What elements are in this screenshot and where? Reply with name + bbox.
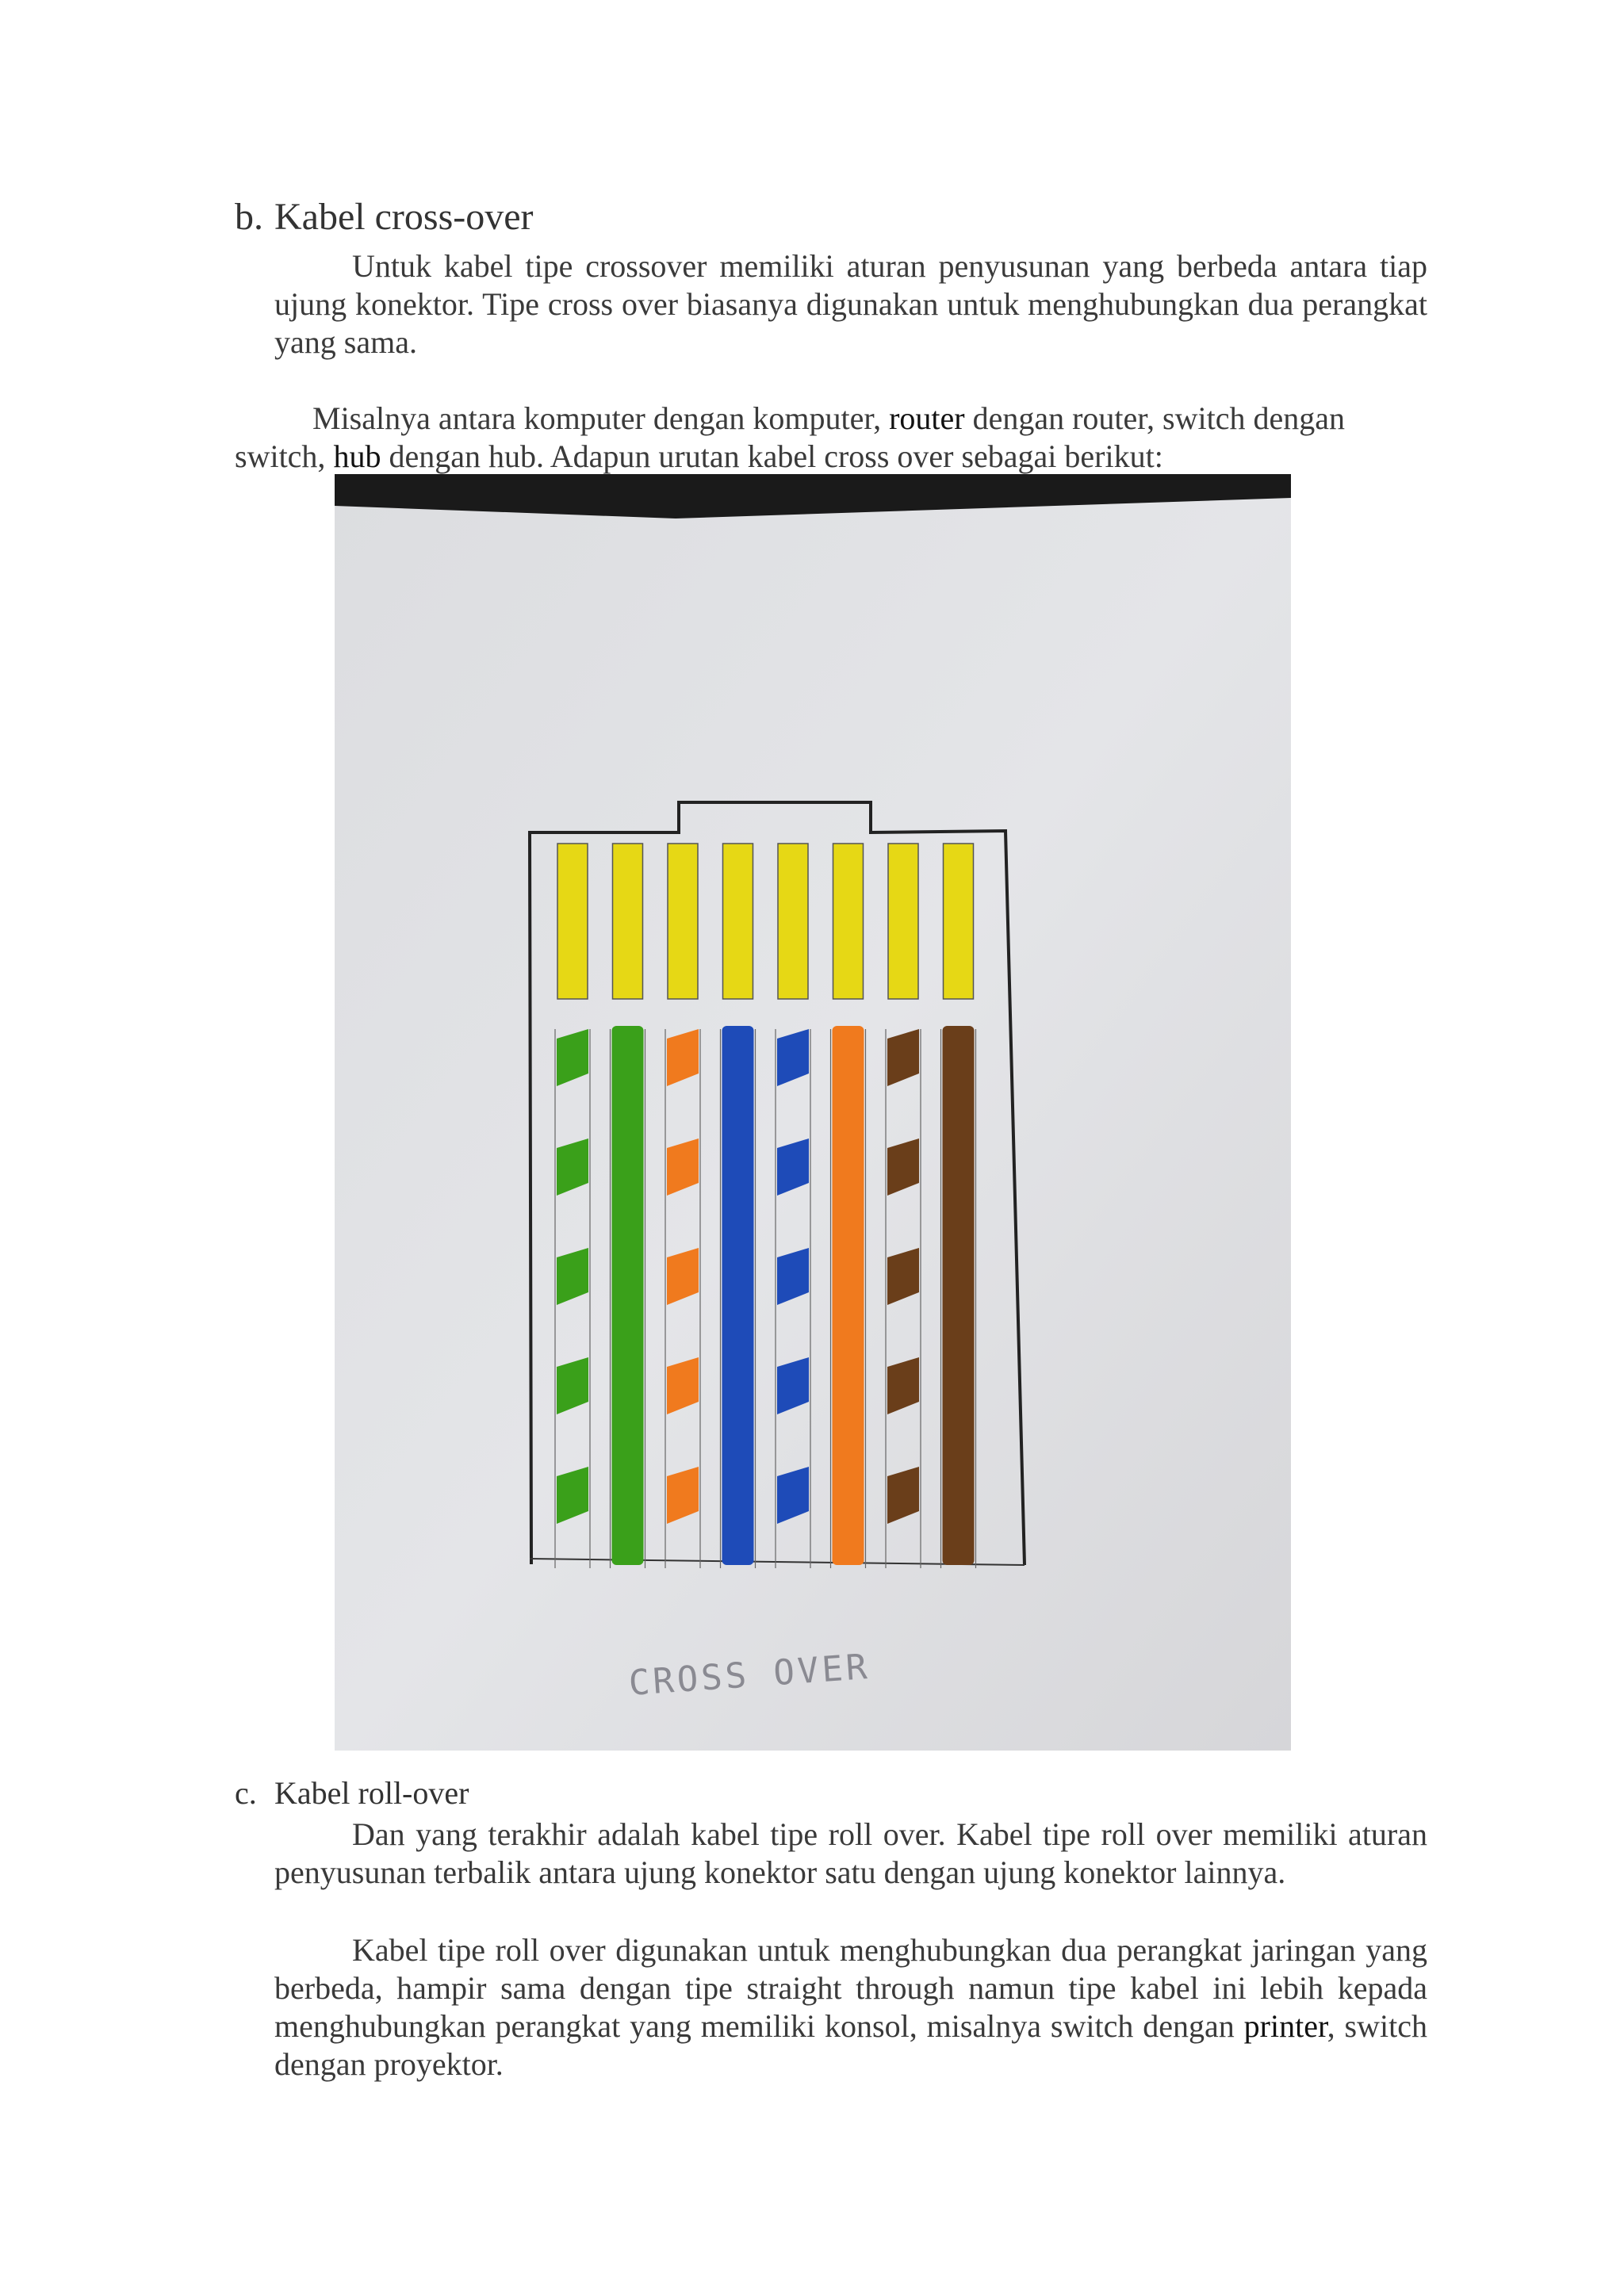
wire-2-solid xyxy=(612,1026,644,1565)
para2-text-2: dengan router, switch dengan switch, xyxy=(235,400,1345,474)
pin-8 xyxy=(944,844,974,999)
pin-7 xyxy=(888,844,918,999)
section-b-heading xyxy=(235,195,534,239)
pin-6 xyxy=(833,844,864,999)
para2-text-1: Misalnya antara komputer dengan komputer, xyxy=(312,400,890,436)
wire-4-solid xyxy=(722,1026,754,1565)
wire-8-solid xyxy=(943,1026,975,1565)
section-c-paragraph-1: Dan yang terakhir adalah kabel tipe roll over. Kabel tipe roll over memiliki aturan penyusunan terbalik antara ujung konektor satu dengan ujung konektor lainnya. xyxy=(274,1816,1427,1890)
router-link[interactable]: router xyxy=(889,400,965,436)
section-c-number: c. xyxy=(235,1775,257,1811)
pin-5 xyxy=(778,844,808,999)
section-b-number: b. xyxy=(235,196,263,238)
hub-link[interactable]: hub xyxy=(333,438,381,474)
printer-link[interactable]: printer xyxy=(1243,2008,1327,2044)
c-para2-text-1: Kabel tipe roll over digunakan untuk menghubungkan dua perangkat jaringan yang berbeda, hampir sama dengan tipe straight through namun tipe kabel ini lebih kepada menghubungkan perangkat yang memiliki konsol, misalnya switch dengan xyxy=(274,1932,1427,2044)
c-para2-text-2: , switch dengan proyektor. xyxy=(274,2008,1427,2082)
wire-6-solid xyxy=(833,1026,864,1565)
section-b-paragraph-2 xyxy=(235,400,1388,476)
section-c-heading xyxy=(235,1774,469,1812)
pin-2 xyxy=(613,844,643,999)
handwritten-caption: CROSS OVER xyxy=(627,1646,871,1704)
crossover-photo xyxy=(335,474,1291,1751)
section-c-paragraph-2 xyxy=(274,1931,1427,2084)
pin-3 xyxy=(668,844,698,999)
section-b-title: Kabel cross-over xyxy=(274,196,534,238)
section-b-paragraph-1: Untuk kabel tipe crossover memiliki aturan penyusunan yang berbeda antara tiap ujung konektor. Tipe cross over biasanya digunakan untuk menghubungkan dua perangkat yang sama. xyxy=(274,248,1427,360)
pin-1 xyxy=(557,844,588,999)
pin-4 xyxy=(723,844,753,999)
para2-text-3: dengan hub. Adapun urutan kabel cross over sebagai berikut: xyxy=(381,438,1163,474)
section-c-title: Kabel roll-over xyxy=(274,1775,469,1811)
paper-background xyxy=(335,474,1291,1751)
